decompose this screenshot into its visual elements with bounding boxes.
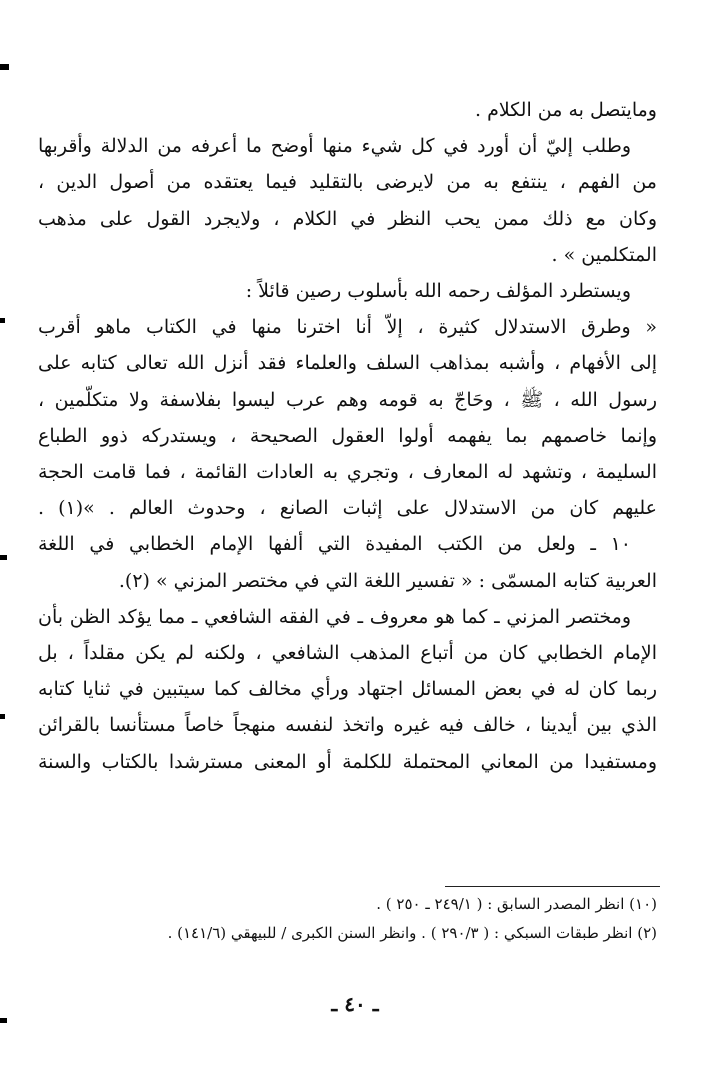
text-line: وكان مع ذلك ممن يحب النظر في الكلام ، ولايجرد القول على مذهب	[38, 207, 657, 230]
main-text	[38, 92, 657, 780]
text-line: « وطرق الاستدلال كثيرة ، إلاّ أنا اخترنا منها في الكتاب ماهو أقرب	[38, 316, 657, 339]
text-line: وطلب إليّ أن أورد في كل شيء منها أوضح ما أعرفه من الدلالة وأقربها	[38, 135, 631, 158]
scan-edge-mark	[0, 1018, 7, 1023]
text-line: عليهم كان من الاستدلال على إثبات الصانع ، وحدوث العالم . »(١) .	[38, 497, 657, 520]
text-line: ويستطرد المؤلف رحمه الله بأسلوب رصين قائلاً :	[245, 280, 631, 303]
text-line: من الفهم ، ينتفع به من لايرضى بالتقليد فيما يعتقده من أصول الدين ،	[38, 171, 657, 194]
text-line: إلى الأفهام ، وأشبه بمذاهب السلف والعلماء فقد أنزل الله تعالى كتابه على	[38, 352, 657, 375]
text-line: ربما كان له في بعض المسائل اجتهاد ورأي مخالف كما سيتبين في ثنايا كتابه	[38, 678, 657, 701]
text-line: ومستفيدا من المعاني المحتملة للكلمة أو المعنى مسترشدا بالكتاب والسنة	[38, 750, 657, 773]
text-line: وإنما خاصمهم بما يفهمه أولوا العقول الصحيحة ، ويستدركه ذوو الطباع	[38, 424, 657, 447]
text-line: المتكلمين » .	[551, 243, 657, 266]
text-line: الذي بين أيدينا ، خالف فيه غيره واتخذ لنفسه منهجاً خاصاً مستأنسا بالقرائن	[38, 714, 657, 737]
footnote: (٢) انظر طبقات السبكي : ( ٢٩٠/٣ ) . وانظر السنن الكبرى / للبيهقي (١٤١/٦) .	[167, 924, 657, 942]
scan-edge-mark	[0, 64, 9, 70]
text-line: السليمة ، وتشهد له المعارف ، وتجري به العادات القائمة ، فما قامت الحجة	[38, 461, 657, 484]
text-line: ومايتصل به من الكلام .	[474, 99, 657, 121]
footnotes	[50, 890, 657, 948]
footnote: (١٠) انظر المصدر السابق : ( ٢٤٩/١ ـ ٢٥٠ ) .	[376, 895, 657, 913]
scan-edge-mark	[0, 555, 7, 560]
text-line: رسول الله ، ﷺ ، وحَاجّ به قومه وهم عرب ليسوا بفلاسفة ولا متكلّمين ،	[38, 388, 657, 411]
text-line: الإمام الخطابي كان من أتباع المذهب الشافعي ، ولكنه لم يكن مقلداً ، بل	[38, 642, 657, 665]
footnote-divider	[445, 886, 660, 887]
scan-edge-mark	[0, 714, 5, 719]
text-line: ١٠ ـ ولعل من الكتب المفيدة التي ألفها الإمام الخطابي في اللغة	[38, 533, 631, 556]
text-line: ومختصر المزني ـ كما هو معروف ـ في الفقه الشافعي ـ مما يؤكد الظن بأن	[38, 605, 631, 628]
page-number: ـ ٤٠ ـ	[331, 992, 379, 1016]
text-line: العربية كتابه المسمّى : « تفسير اللغة التي في مختصر المزني » (٢).	[118, 569, 657, 592]
scan-edge-mark	[0, 318, 5, 323]
